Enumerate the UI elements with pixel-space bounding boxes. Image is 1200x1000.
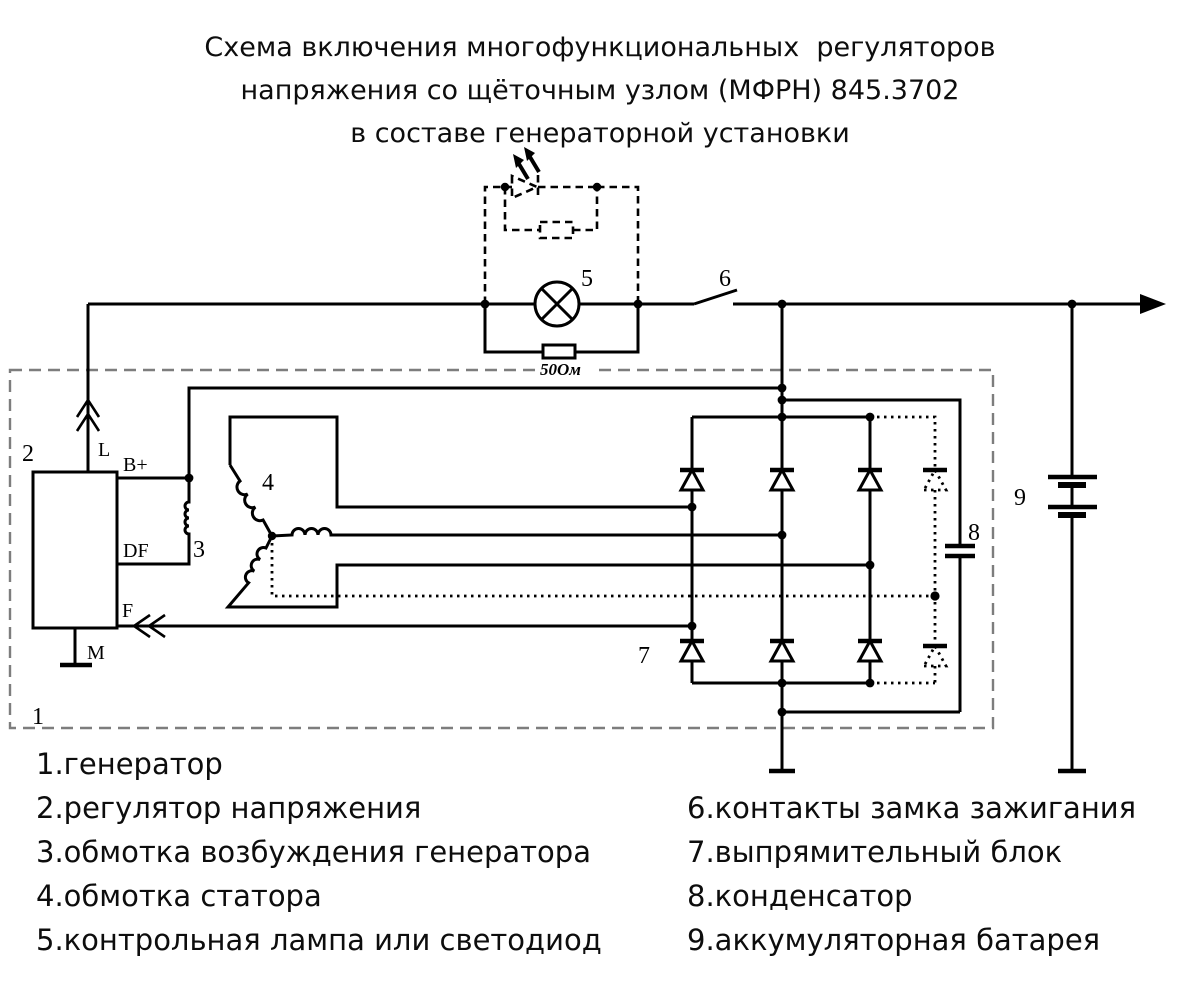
- main-positive-line: [88, 294, 1166, 314]
- label-rectifier: 7: [638, 643, 650, 669]
- label-terminal-f: F: [122, 600, 134, 622]
- legend-item-2: 2.регулятор напряжения: [36, 791, 422, 825]
- lamp-shunt-resistor: [485, 304, 638, 358]
- legend-item-7: 7.выпрямительный блок: [687, 835, 1063, 869]
- label-terminal-l: L: [98, 439, 111, 461]
- ignition-switch-symbol: [694, 290, 737, 304]
- legend-item-9: 9.аккумуляторная батарея: [687, 923, 1101, 957]
- label-terminal-m: M: [87, 642, 105, 664]
- battery-symbol: [1048, 304, 1097, 771]
- terminal-l-wire: [77, 304, 99, 472]
- legend-item-5: 5.контрольная лампа или светодиод: [36, 923, 602, 957]
- label-regulator: 2: [22, 441, 34, 467]
- line-arrowhead: [1140, 294, 1166, 314]
- legend-item-1: 1.генератор: [36, 747, 223, 781]
- terminal-bplus-wire: [117, 388, 782, 478]
- label-lamp: 5: [581, 266, 593, 292]
- stator-winding-symbol: [228, 417, 935, 607]
- legend-item-4: 4.обмотка статора: [36, 879, 322, 913]
- terminal-f-wire: [117, 615, 692, 637]
- resistor-value-label: 50Ом: [540, 360, 581, 379]
- title-line-1: Схема включения многофункциональных регуляторов: [204, 32, 996, 63]
- legend-left-column: [36, 742, 602, 962]
- generator-boundary-box: [10, 370, 993, 728]
- label-switch: 6: [719, 266, 731, 292]
- rectifier-block: [680, 304, 947, 771]
- label-terminal-df: DF: [123, 540, 149, 562]
- legend-item-8: 8.конденсатор: [687, 879, 913, 913]
- led-symbol: [485, 147, 638, 304]
- title-line-3: в составе генераторной установки: [350, 118, 850, 149]
- label-battery: 9: [1014, 485, 1026, 511]
- label-capacitor: 8: [968, 520, 980, 546]
- title-line-2: напряжения со щёточным узлом (МФРН) 845.3702: [240, 75, 960, 106]
- legend-right-column: [687, 786, 1136, 962]
- voltage-regulator-box: [33, 472, 117, 628]
- junction-dots: [185, 183, 1077, 717]
- label-stator-winding: 4: [262, 470, 274, 496]
- legend-item-6: 6.контакты замка зажигания: [687, 791, 1137, 825]
- label-excitation-winding: 3: [193, 537, 205, 563]
- label-generator: 1: [32, 704, 44, 730]
- legend-item-3: 3.обмотка возбуждения генератора: [36, 835, 591, 869]
- led-light-arrows: [513, 147, 539, 179]
- control-lamp-symbol: [535, 282, 579, 326]
- label-terminal-bplus: B+: [123, 454, 148, 476]
